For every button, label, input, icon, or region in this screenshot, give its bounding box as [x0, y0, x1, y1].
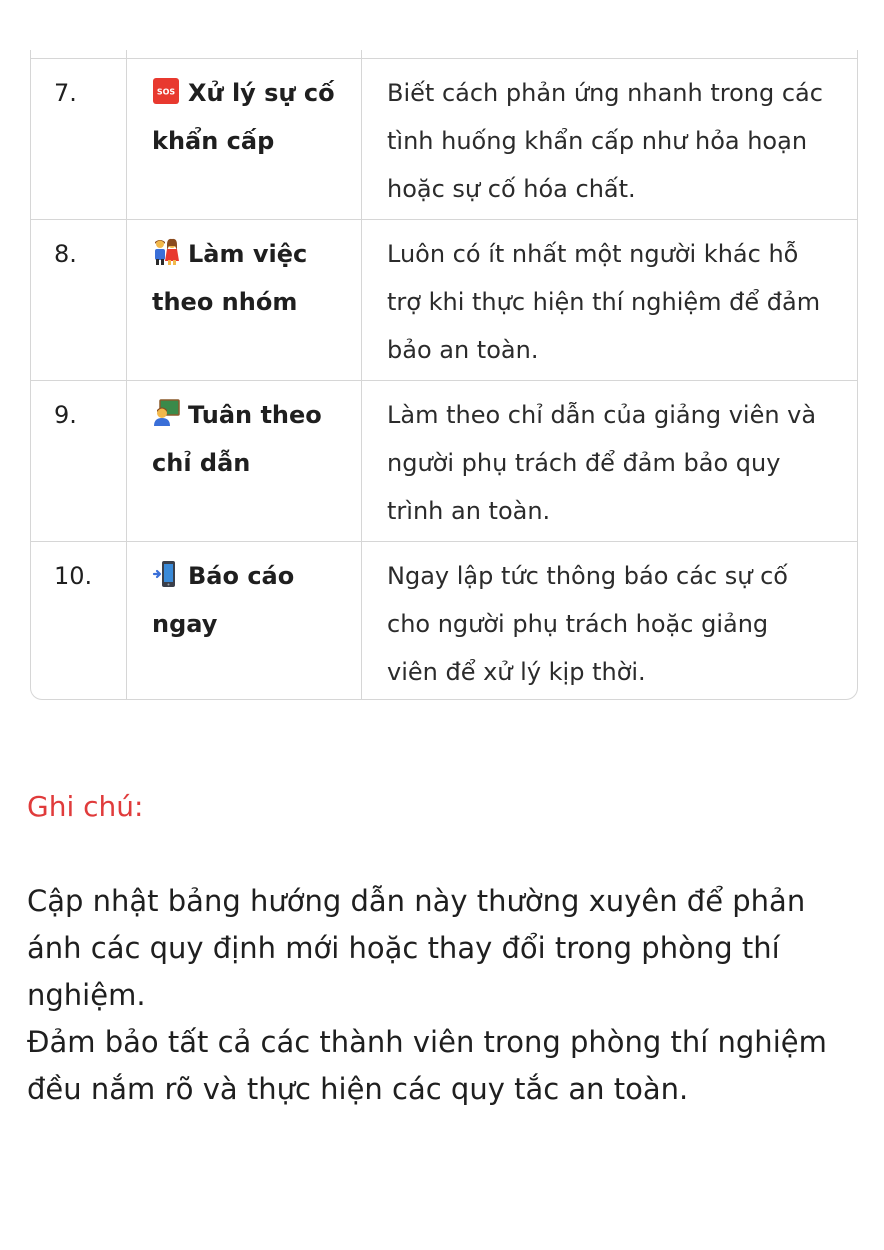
notes-paragraph-line: đều nắm rõ và thực hiện các quy tắc an toàn. — [27, 1072, 689, 1106]
row-item-title-line2: theo nhóm — [152, 288, 298, 316]
row-item — [126, 220, 361, 380]
row-item-title-line2: chỉ dẫn — [152, 449, 251, 477]
column-divider-stub — [126, 50, 127, 58]
row-item-title-line1: Làm việc — [188, 240, 308, 268]
row-description-line1: Làm theo chỉ dẫn của giảng viên và — [387, 401, 817, 429]
row-description-line3: viên để xử lý kịp thời. — [387, 658, 646, 686]
row-description-line3: bảo an toàn. — [387, 336, 539, 364]
row-item-title-line2: khẩn cấp — [152, 127, 275, 155]
row-description-line1: Ngay lập tức thông báo các sự cố — [387, 562, 788, 590]
table-row — [31, 380, 857, 541]
row-item-title-line2: ngay — [152, 610, 218, 638]
row-item — [126, 381, 361, 541]
row-description-line2: tình huống khẩn cấp như hỏa hoạn — [387, 127, 808, 155]
row-description-line1: Luôn có ít nhất một người khác hỗ — [387, 240, 799, 268]
notes-paragraph-line: Đảm bảo tất cả các thành viên trong phòng thí nghiệm — [27, 1025, 827, 1059]
row-item — [126, 542, 361, 700]
table-row — [31, 219, 857, 380]
teacher-icon — [152, 399, 180, 427]
row-description-line2: trợ khi thực hiện thí nghiệm để đảm — [387, 288, 821, 316]
row-description-line2: cho người phụ trách hoặc giảng — [387, 610, 769, 638]
notes-paragraph-line: nghiệm. — [27, 978, 146, 1012]
row-description-line1: Biết cách phản ứng nhanh trong các — [387, 79, 823, 107]
svg-text:SOS: SOS — [156, 87, 176, 97]
row-description-line2: người phụ trách để đảm bảo quy — [387, 449, 781, 477]
row-description-line3: trình an toàn. — [387, 497, 551, 525]
row-description — [361, 59, 857, 219]
row-item-title-line1: Báo cáo — [188, 562, 295, 590]
column-divider-stub — [361, 50, 362, 58]
safety-table — [30, 50, 858, 700]
notes-body — [27, 878, 867, 1113]
row-description — [361, 220, 857, 380]
mobile-phone-icon — [152, 560, 180, 588]
row-item-title-line1: Xử lý sự cố — [188, 79, 335, 107]
notes-paragraph-line: ánh các quy định mới hoặc thay đổi trong phòng thí — [27, 931, 780, 965]
row-number: 8. — [54, 240, 77, 268]
notes-paragraph-line: Cập nhật bảng hướng dẫn này thường xuyên để phản — [27, 884, 806, 918]
notes-title: Ghi chú: — [27, 790, 144, 823]
row-number: 10. — [54, 562, 93, 590]
row-description — [361, 381, 857, 541]
row-number: 7. — [54, 79, 77, 107]
table-row — [31, 541, 857, 700]
sos-icon — [152, 77, 180, 105]
people-holding-hands-icon — [152, 238, 180, 266]
table-row — [31, 58, 857, 219]
row-item — [126, 59, 361, 219]
row-number: 9. — [54, 401, 77, 429]
row-description-line3: hoặc sự cố hóa chất. — [387, 175, 636, 203]
row-item-title-line1: Tuân theo — [188, 401, 322, 429]
row-description — [361, 542, 857, 700]
